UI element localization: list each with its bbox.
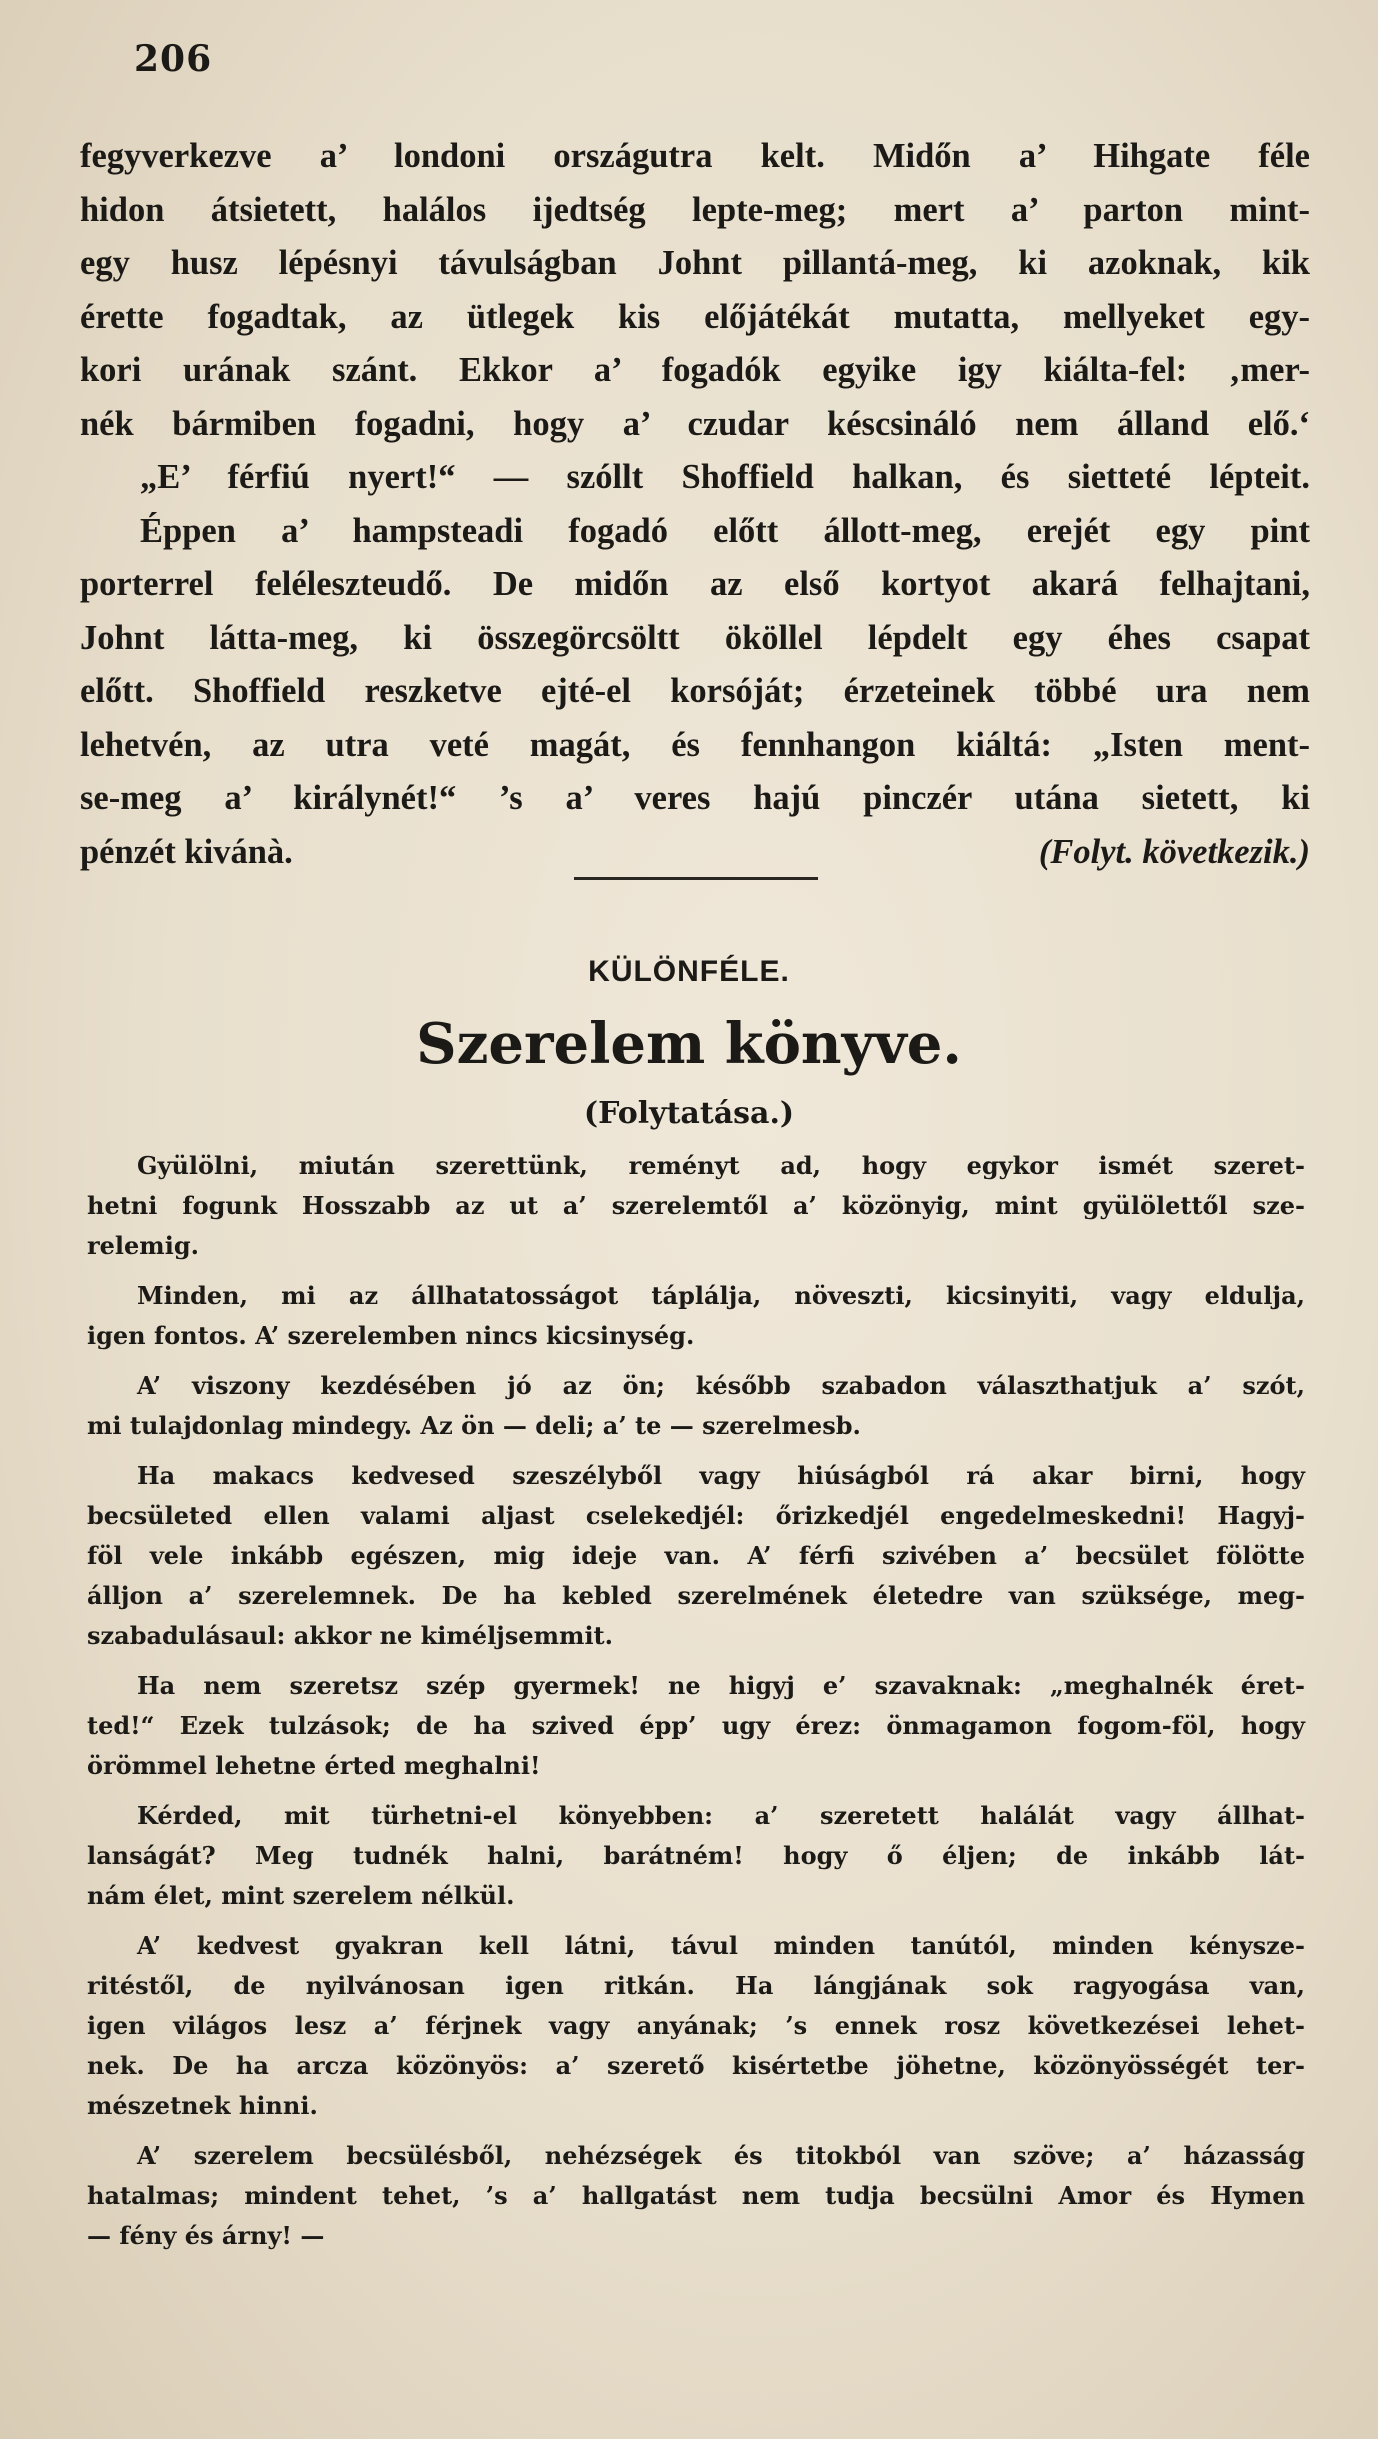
story-line: Éppen a’ hampsteadi fogadó előtt állott-meg, erejét egy pint (140, 511, 1310, 550)
paragraph (87, 1926, 1305, 2126)
paragraph-line: nek. De ha arcza közönyös: a’ szerető kisértetbe jöhetne, közönyösségét ter- (87, 2051, 1305, 2080)
paragraph-line: hatalmas; mindent tehet, ’s a’ hallgatást nem tudja becsülni Amor és Hymen (87, 2181, 1305, 2210)
section-divider (574, 877, 818, 880)
paragraph-line: Ha makacs kedvesed szeszélyből vagy hiúságból rá akar birni, hogy (137, 1461, 1305, 1490)
paragraph-line: örömmel lehetne érted meghalni! (87, 1751, 541, 1780)
paragraph-line: igen fontos. A’ szerelemben nincs kicsinység. (87, 1321, 695, 1350)
story-line: „E’ férfiú nyert!“ — szóllt Shoffield halkan, és sietteté lépteit. (140, 458, 1310, 496)
story-last-line (80, 826, 1310, 880)
paragraph-line: Ha nem szeretsz szép gyermek! ne higyj e’ szavaknak: „meghalnék éret- (137, 1671, 1305, 1700)
story-line: egy husz lépésnyi távulságban Johnt pillantá-meg, ki azoknak, kik (80, 244, 1310, 282)
paragraph (87, 1276, 1305, 1356)
paragraph-line: Kérded, mit türhetni-el könyebben: a’ szeretett halálát vagy állhat- (137, 1801, 1305, 1830)
story-line: hidon átsietett, halálos ijedtség lepte-meg; mert a’ parton mint- (80, 190, 1310, 229)
paragraph (87, 1366, 1305, 1446)
paragraph (87, 1666, 1305, 1786)
paragraph-line: A’ kedvest gyakran kell látni, távul minden tanútól, minden kénysze- (137, 1931, 1305, 1960)
paragraph (87, 1146, 1305, 1266)
article-body (87, 1146, 1305, 2266)
story-line: lehetvén, az utra veté magát, és fennhangon kiáltá: „Isten ment- (80, 725, 1310, 764)
article-title: Szerelem könyve. (416, 1011, 962, 1077)
story-line: porterrel feléleszteudő. De midőn az első kortyot akará felhajtani, (80, 565, 1310, 603)
paragraph-line: becsületed ellen valami aljast cselekedjél: őrizkedjél engedelmeskedni! Hagyj- (87, 1501, 1305, 1530)
paragraph-line: igen világos lesz a’ férjnek vagy anyának; ’s ennek rosz következései lehet- (87, 2011, 1305, 2040)
paragraph-line: szabadulásaul: akkor ne kiméljsemmit. (87, 1621, 613, 1650)
paragraph-line: mi tulajdonlag mindegy. Az ön — deli; a’ te — szerelmesb. (87, 1411, 861, 1440)
paragraph-line: hetni fogunk Hosszabb az ut a’ szerelemtől a’ közönyig, mint gyülölettől sze- (87, 1191, 1305, 1220)
story-line: nék bármiben fogadni, hogy a’ czudar késcsináló nem álland elő.‘ (80, 404, 1310, 443)
continuation-signature: (Folyt. következik.) (1038, 832, 1310, 871)
paragraph-line: A’ viszony kezdésében jó az ön; később szabadon választhatjuk a’ szót, (137, 1371, 1305, 1400)
continued-story (80, 130, 1310, 879)
story-line: előtt. Shoffield reszketve ejté-el korsóját; érzeteinek többé ura nem (80, 672, 1310, 710)
paragraph-line: álljon a’ szerelemnek. De ha kebled szerelmének életedre van szüksége, meg- (87, 1581, 1305, 1610)
paragraph (87, 1456, 1305, 1656)
paragraph-line: Gyülölni, miután szerettünk, reményt ad, hogy egykor ismét szeret- (137, 1151, 1305, 1180)
paragraph-line: föl vele inkább egészen, mig ideje van. A’ férfi szivében a’ becsület fölötte (87, 1541, 1305, 1570)
story-line: érette fogadtak, az ütlegek kis előjátékát mutatta, mellyeket egy- (80, 297, 1310, 336)
story-line: pénzét kivánà. (80, 832, 293, 871)
paragraph (87, 1796, 1305, 1916)
paragraph-line: ted!“ Ezek tulzások; de ha szived épp’ ugy érez: önmagamon fogom-föl, hogy (87, 1711, 1305, 1740)
continuation-note: (Folytatása.) (583, 1096, 795, 1131)
story-line: se-meg a’ királynét!“ ’s a’ veres hajú pinczér utána sietett, ki (80, 779, 1310, 817)
paragraph-line: ritéstől, de nyilvánosan igen ritkán. Ha lángjának sok ragyogása van, (87, 1971, 1305, 2000)
paragraph-line: — fény és árny! — (87, 2221, 325, 2250)
section-heading: KÜLÖNFÉLE. (588, 955, 790, 988)
paragraph-line: nám élet, mint szerelem nélkül. (87, 1881, 515, 1910)
page-number: 206 (134, 38, 213, 80)
paragraph-line: Minden, mi az állhatatosságot táplálja, növeszti, kicsinyiti, vagy eldulja, (137, 1281, 1305, 1310)
paragraph-line: A’ szerelem becsülésből, nehézségek és titokból van szöve; a’ házasság (137, 2141, 1305, 2170)
story-line: kori urának szánt. Ekkor a’ fogadók egyike igy kiálta-fel: ‚mer- (80, 351, 1310, 389)
paragraph-line: mészetnek hinni. (87, 2091, 318, 2120)
story-line: fegyverkezve a’ londoni országutra kelt. Midőn a’ Hihgate féle (80, 137, 1310, 175)
paragraph-line: lanságát? Meg tudnék halni, barátném! hogy ő éljen; de inkább lát- (87, 1841, 1305, 1870)
paragraph-line: relemig. (87, 1231, 199, 1260)
story-line: Johnt látta-meg, ki összegörcsöltt ököllel lépdelt egy éhes csapat (80, 618, 1310, 657)
paragraph (87, 2136, 1305, 2256)
